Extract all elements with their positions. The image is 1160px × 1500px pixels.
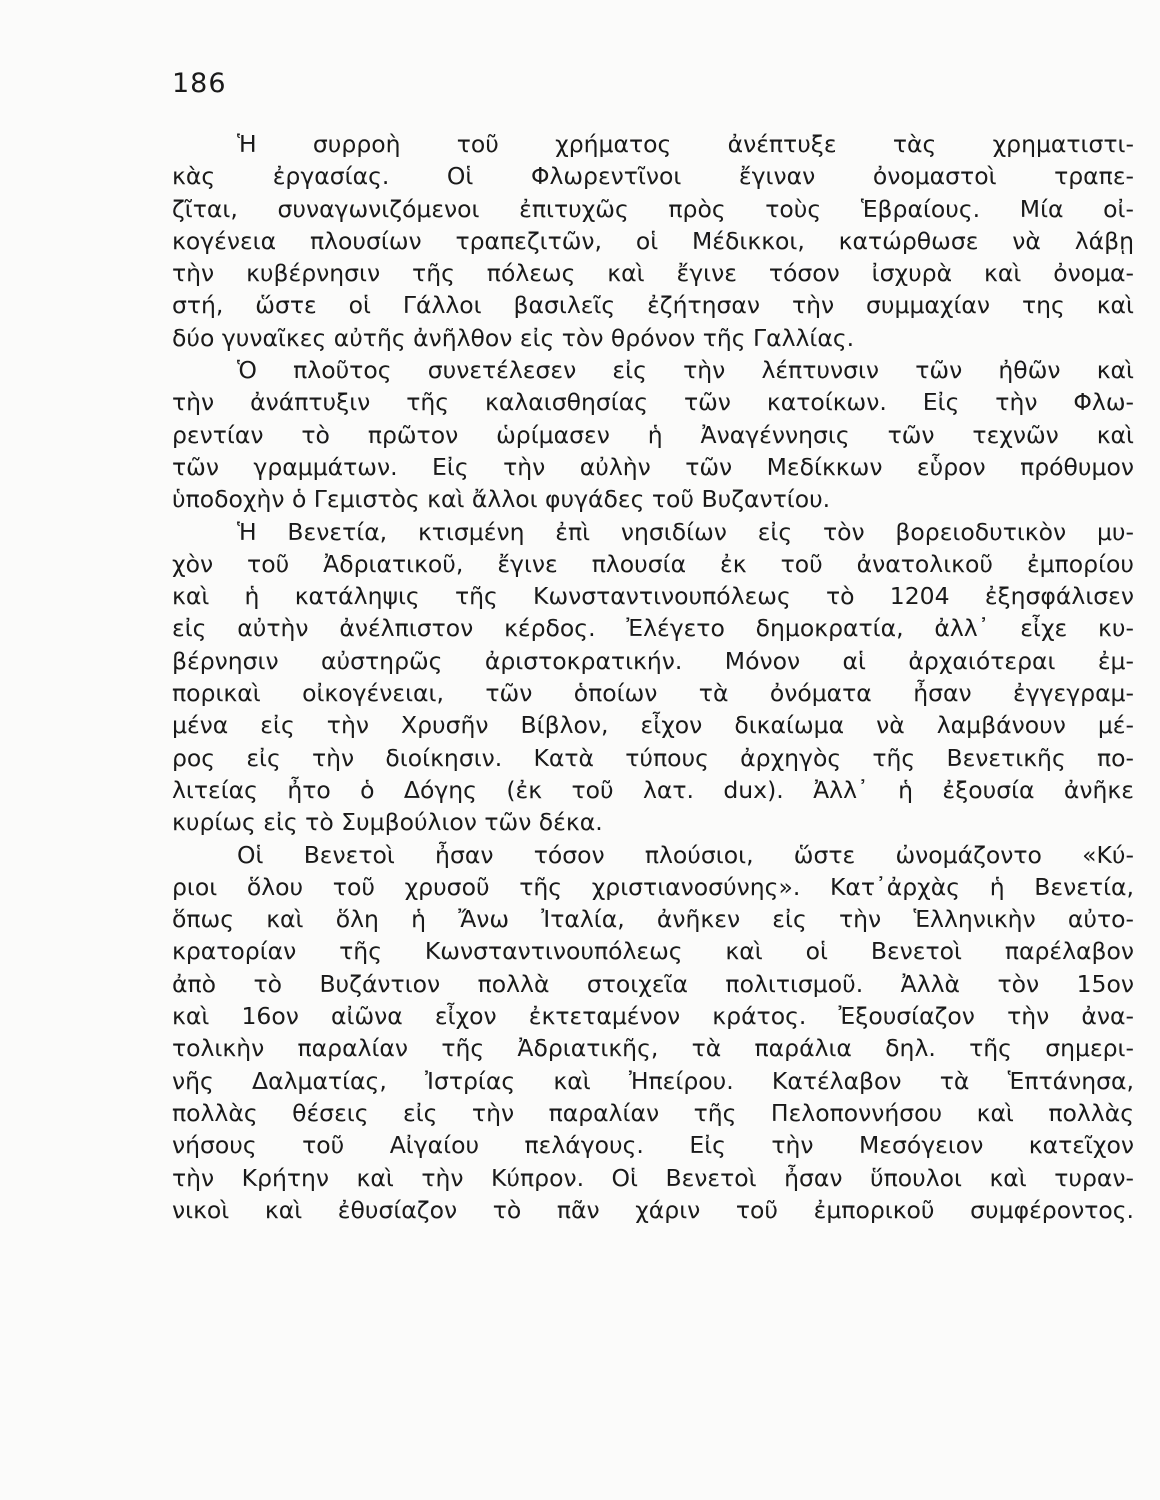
text-line: Ὁ πλοῦτος συνετέλεσεν εἰς τὴν λέπτυνσιν τῶν ἠθῶν καὶ: [237, 356, 1134, 385]
text-line: τὴν κυβέρνησιν τῆς πόλεως καὶ ἔγινε τόσον ἰσχυρὰ καὶ ὀνομα-: [172, 259, 1134, 288]
text-line: τολικὴν παραλίαν τῆς Ἀδριατικῆς, τὰ παράλια δηλ. τῆς σημερι-: [172, 1034, 1134, 1063]
text-line: ρεντίαν τὸ πρῶτον ὡρίμασεν ἡ Ἀναγέννησις τῶν τεχνῶν καὶ: [172, 420, 1134, 449]
text-line: ὑποδοχὴν ὁ Γεμιστὸς καὶ ἄλλοι φυγάδες τοῦ Βυζαντίου.: [172, 485, 831, 514]
text-line: Ἡ συρροὴ τοῦ χρήματος ἀνέπτυξε τὰς χρηματιστι-: [237, 130, 1134, 158]
text-line: πολλὰς θέσεις εἰς τὴν παραλίαν τῆς Πελοποννήσου καὶ πολλὰς: [172, 1098, 1134, 1127]
text-line: χὸν τοῦ Ἀδριατικοῦ, ἔγινε πλουσία ἐκ τοῦ ἀνατολικοῦ ἐμπορίου: [172, 549, 1134, 578]
text-line: νήσους τοῦ Αἰγαίου πελάγους. Εἰς τὴν Μεσόγειον κατεῖχον: [172, 1131, 1134, 1160]
text-line: μένα εἰς τὴν Χρυσῆν Βίβλον, εἶχον δικαίωμα νὰ λαμβάνουν μέ-: [172, 711, 1134, 740]
text-line: καὶ 16ον αἰῶνα εἶχον ἐκτεταμένον κράτος. Ἐξουσίαζον τὴν ἀνα-: [172, 1002, 1134, 1031]
text-line: κογένεια πλουσίων τραπεζιτῶν, οἱ Μέδικκοι, κατώρθωσε νὰ λάβῃ: [172, 226, 1134, 255]
text-line: Ἡ Βενετία, κτισμένη ἐπὶ νησιδίων εἰς τὸν βορειοδυτικὸν μυ-: [237, 517, 1134, 546]
text-line: νῆς Δαλματίας, Ἰστρίας καὶ Ἠπείρου. Κατέλαβον τὰ Ἑπτάνησα,: [172, 1066, 1134, 1095]
text-line: τῶν γραμμάτων. Εἰς τὴν αὐλὴν τῶν Μεδίκκων εὗρον πρόθυμον: [172, 452, 1134, 481]
text-line: ριοι ὅλου τοῦ χρυσοῦ τῆς χριστιανοσύνης». Κατ᾽ἀρχὰς ἡ Βενετία,: [172, 872, 1134, 901]
text-line: εἰς αὐτὴν ἀνέλπιστον κέρδος. Ἐλέγετο δημοκρατία, ἀλλ᾽ εἶχε κυ-: [172, 614, 1134, 643]
page-number: 186: [172, 68, 227, 99]
body-text: [172, 128, 1134, 1226]
text-line: κρατορίαν τῆς Κωνσταντινουπόλεως καὶ οἱ Βενετοὶ παρέλαβον: [172, 937, 1134, 966]
text-line: Οἱ Βενετοὶ ἦσαν τόσον πλούσιοι, ὥστε ὠνομάζοντο «Κύ-: [237, 840, 1134, 869]
text-line: δύο γυναῖκες αὐτῆς ἀνῆλθον εἰς τὸν θρόνον τῆς Γαλλίας.: [172, 323, 855, 352]
text-line: στή, ὥστε οἱ Γάλλοι βασιλεῖς ἐζήτησαν τὴν συμμαχίαν της καὶ: [172, 291, 1134, 320]
text-line: πορικαὶ οἰκογένειαι, τῶν ὁποίων τὰ ὀνόματα ἦσαν ἐγγεγραμ-: [172, 679, 1134, 708]
text-line: λιτείας ἦτο ὁ Δόγης (ἐκ τοῦ λατ. dux). Ἀλλ᾽ ἡ ἐξουσία ἀνῆκε: [172, 775, 1134, 804]
text-line: τὴν ἀνάπτυξιν τῆς καλαισθησίας τῶν κατοίκων. Εἰς τὴν Φλω-: [172, 388, 1134, 417]
text-line: ρος εἰς τὴν διοίκησιν. Κατὰ τύπους ἀρχηγὸς τῆς Βενετικῆς πο-: [172, 743, 1134, 772]
text-line: βέρνησιν αὐστηρῶς ἀριστοκρατικήν. Μόνον αἱ ἀρχαιότεραι ἐμ-: [172, 646, 1134, 675]
text-line: κυρίως εἰς τὸ Συμβούλιον τῶν δέκα.: [172, 808, 603, 837]
text-line: ζῖται, συναγωνιζόμενοι ἐπιτυχῶς πρὸς τοὺς Ἑβραίους. Μία οἰ-: [172, 194, 1134, 223]
text-line: ὅπως καὶ ὅλη ἡ Ἄνω Ἰταλία, ἀνῆκεν εἰς τὴν Ἑλληνικὴν αὐτο-: [172, 905, 1134, 934]
text-line: τὴν Κρήτην καὶ τὴν Κύπρον. Οἱ Βενετοὶ ἦσαν ὕπουλοι καὶ τυραν-: [172, 1163, 1134, 1192]
text-line: κὰς ἐργασίας. Οἱ Φλωρεντῖνοι ἔγιναν ὀνομαστοὶ τραπε-: [172, 162, 1134, 191]
text-line: ἀπὸ τὸ Βυζάντιον πολλὰ στοιχεῖα πολιτισμοῦ. Ἀλλὰ τὸν 15ον: [172, 969, 1134, 998]
text-line: καὶ ἡ κατάληψις τῆς Κωνσταντινουπόλεως τὸ 1204 ἐξησφάλισεν: [172, 582, 1134, 611]
text-line: νικοὶ καὶ ἐθυσίαζον τὸ πᾶν χάριν τοῦ ἐμπορικοῦ συμφέροντος.: [172, 1195, 1134, 1224]
